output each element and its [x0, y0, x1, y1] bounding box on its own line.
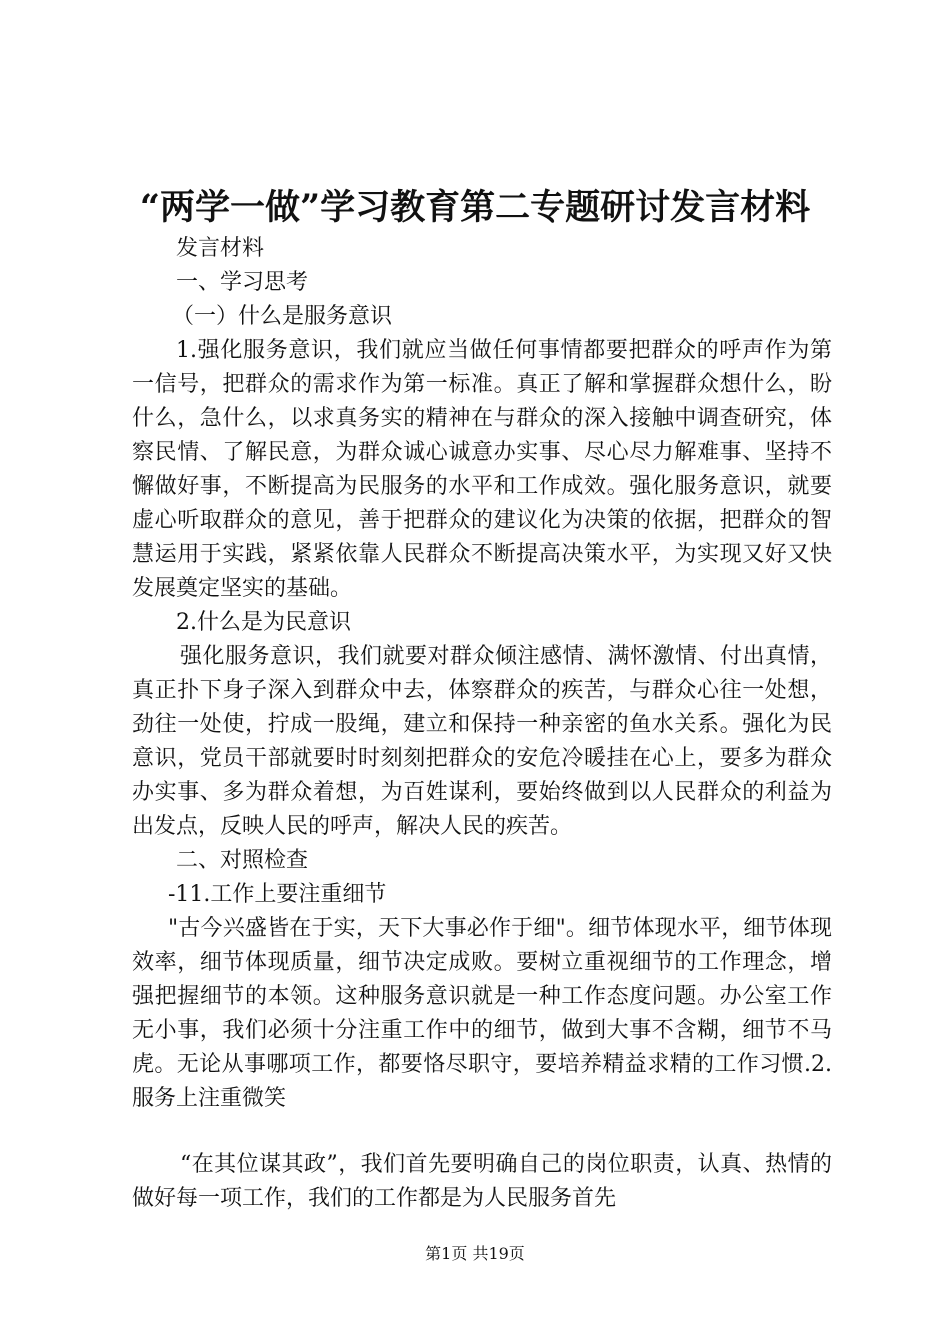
- list-item-heading: -11.工作上要注重细节: [168, 882, 387, 907]
- section-heading-2: 二、对照检查: [176, 848, 309, 873]
- document-body: [132, 232, 832, 1216]
- subsection-heading-2: 2.什么是为民意识: [176, 610, 351, 635]
- section-label: 发言材料: [176, 236, 265, 261]
- paragraph-details: "古今兴盛皆在于实，天下大事必作于细"。细节体现水平，细节体现效率，细节体现质量，细节决定成败。要树立重视细节的工作理念，增强把握细节的本领。这种服务意识就是一种工作态度问题。办公室工作无小事，我们必须十分注重工作中的细节，做到大事不含糊，细节不马虎。无论从事哪项工作，都要恪尽职守，要培养精益求精的工作习惯.2.服务上注重微笑: [132, 916, 832, 1111]
- page-number-footer: 第1页 共19页: [425, 1244, 525, 1263]
- paragraph-service-awareness: 1.强化服务意识，我们就应当做任何事情都要把群众的呼声作为第一信号，把群众的需求作为第一标准。真正了解和掌握群众想什么，盼什么，急什么，以求真务实的精神在与群众的深入接触中调查研究，体察民情、了解民意，为群众诚心诚意办实事、尽心尽力解难事、坚持不懈做好事，不断提高为民服务的水平和工作成效。强化服务意识，就要虚心听取群众的意见，善于把群众的建议化为决策的依据，把群众的智慧运用于实践，紧紧依靠人民群众不断提高决策水平，为实现又好又快发展奠定坚实的基础。: [132, 338, 832, 601]
- subsection-heading: （一）什么是服务意识: [172, 304, 393, 329]
- document-title: “两学一做”学习教育第二专题研讨发言材料: [139, 187, 811, 228]
- paragraph-people-awareness: 强化服务意识，我们就要对群众倾注感情、满怀激情、付出真情，真正扑下身子深入到群众中去，体察群众的疾苦，与群众心往一处想，劲往一处使，拧成一股绳，建立和保持一种亲密的鱼水关系。强化为民意识，党员干部就要时时刻刻把群众的安危冷暖挂在心上，要多为群众办实事、多为群众着想，为百姓谋利，要始终做到以人民群众的利益为出发点，反映人民的呼声，解决人民的疾苦。: [132, 644, 832, 839]
- paragraph-duty: “在其位谋其政”，我们首先要明确自己的岗位职责，认真、热情的做好每一项工作，我们的工作都是为人民服务首先: [132, 1152, 832, 1211]
- paragraph-gap: [132, 1116, 832, 1148]
- section-heading-1: 一、学习思考: [176, 270, 309, 295]
